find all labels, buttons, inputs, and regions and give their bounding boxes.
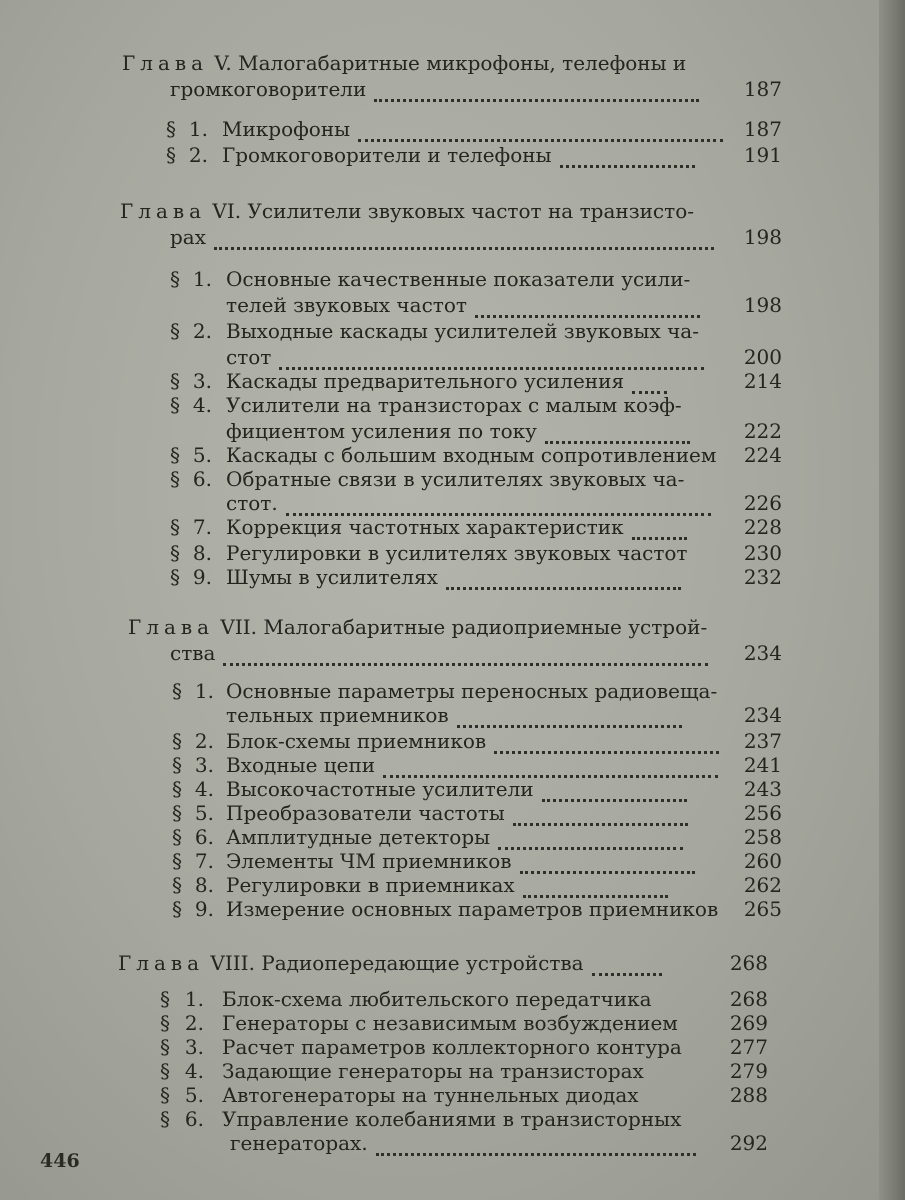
section-page: 198 <box>743 293 782 317</box>
section-page: 269 <box>729 1011 768 1035</box>
section-number: 5. <box>194 801 214 825</box>
section-title-cont: стот <box>226 345 272 369</box>
section-number: 8. <box>194 873 214 897</box>
chapter-title-line2: рах <box>170 225 207 249</box>
section-title-cont: стот. <box>226 491 278 515</box>
section-page: 226 <box>743 491 782 515</box>
section-title: Расчет параметров коллекторного контура <box>222 1035 682 1059</box>
section-page: 237 <box>743 729 782 753</box>
section-number: 1. <box>194 679 214 703</box>
chapter-title-line2: ства <box>170 641 216 665</box>
section-number: 6. <box>194 825 214 849</box>
chapter-title: VIII. Радиопередающие устройства <box>210 951 584 975</box>
section-title: Преобразователи частоты <box>226 801 505 825</box>
leader-dots <box>214 227 714 250</box>
chapter-title-cont <box>170 76 705 102</box>
section-page: 256 <box>743 801 782 825</box>
section-number: 6. <box>192 467 212 491</box>
section-number: 2. <box>194 729 214 753</box>
leader-dots <box>223 643 708 666</box>
section-page: 292 <box>729 1131 768 1155</box>
section-number: 6. <box>184 1107 204 1131</box>
section-title: Усилители на транзисторах с малым коэф- <box>226 393 682 417</box>
section-page: 232 <box>743 565 782 589</box>
section-number: 1. <box>184 987 204 1011</box>
section-number: 2. <box>192 319 212 343</box>
chapter-heading <box>122 50 686 76</box>
section-title: Блок-схема любительского передатчика <box>222 987 652 1011</box>
section-number: 3. <box>184 1035 204 1059</box>
table-of-contents: Глава V. Малогабаритные микрофоны, телефоны и громкоговорители 187 § 1. Микрофоны 187 § 2. Громкоговорители и телефоны 191 Глава VI. Усилители звуковых частот на транзисто- рах 198 § 1. Основные качественные показатели усили- телей звуковых частот 198 § 2. Выходные каскады усилителей звуковых ча- стот 200 § 3. Каскады предварительного усиления 214 § 4. Усилители на транзисторах с малым коэф- фициентом усиления по току 222 § 5. Каскады с большим входным сопротивлением 224 § 6. Обратные связи в усилителях звуковых ча- стот. 226 § 7. Коррекция частотных характеристик 228 § 8. Регулировки в усилителях звуковых частот 230 § 9. Шумы в усилителях 232 Глава VII. Малогабаритные радиоприемные устрой- ства 234 § 1. Основные параметры переносных радиовеща- тельных приемников 234 § 2. Блок-схемы приемников 237 § 3. Входные цепи 241 § 4. Высокочастотные усилители 243 § 5. Преобразователи частоты 256 § 6. Амплитудные детекторы 258 § 7. Элементы ЧМ приемников 260 § 8. Регулировки в приемниках 262 § 9. Измерение основных параметров приемников 265 Глава VIII. Радиопередающие устройства 268 § 1. Блок-схема любительского передатчика 268 § 2. Генераторы с независимым возбуждением 269 § 3. Расчет параметров коллекторного контура 277 § 4. Задающие генераторы на транзисторах 279 § 5. Автогенераторы на туннельных диодах 288 § 6. Управление колебаниями в транзисторных генераторах. 292 446 <box>40 51 782 1172</box>
section-title: Регулировки в приемниках <box>226 873 515 897</box>
section-title: Задающие генераторы на транзисторах <box>222 1059 644 1083</box>
section-title: Основные качественные показатели усили- <box>226 267 691 291</box>
chapter-heading <box>128 614 707 640</box>
section-number: 4. <box>194 777 214 801</box>
chapter-title-cont <box>170 224 720 250</box>
section-title: Основные параметры переносных радиовеща- <box>226 679 718 703</box>
section-number: 1. <box>192 267 212 291</box>
section-title-cont: телей звуковых частот <box>226 293 467 317</box>
section-title: Регулировки в усилителях звуковых частот <box>226 541 688 565</box>
section-title: Блок-схемы приемников <box>226 729 487 753</box>
section-title: Коррекция частотных характеристик <box>226 515 624 539</box>
section-number: 5. <box>184 1083 204 1107</box>
section-title: Выходные каскады усилителей звуковых ча- <box>226 319 699 343</box>
chapter-title: V. Малогабаритные микрофоны, телефоны и <box>214 51 687 75</box>
section-page: 222 <box>743 419 782 443</box>
section-page: 277 <box>729 1035 768 1059</box>
chapter-heading <box>118 950 668 976</box>
section-title: Каскады предварительного усиления <box>226 369 625 393</box>
chapter-title: VI. Усилители звуковых частот на транзисто- <box>212 199 694 223</box>
section-title: Микрофоны <box>222 117 351 141</box>
section-page: 214 <box>743 369 782 393</box>
section-number: 9. <box>194 897 214 921</box>
chapter-page: 268 <box>729 951 768 975</box>
section-title: Каскады с большим входным сопротивлением <box>226 443 717 467</box>
section-number: 8. <box>192 541 212 565</box>
section-title: Высокочастотные усилители <box>226 777 534 801</box>
chapter-title-cont <box>170 640 714 666</box>
chapter-page: 187 <box>743 77 782 101</box>
section-number: 5. <box>192 443 212 467</box>
section-number: 9. <box>192 565 212 589</box>
chapter-label: Глава <box>118 951 205 975</box>
section-page: 241 <box>743 753 782 777</box>
section-title: Элементы ЧМ приемников <box>226 849 512 873</box>
section-number: 4. <box>184 1059 204 1083</box>
section-title: Управление колебаниями в транзисторных <box>222 1107 682 1131</box>
section-page: 230 <box>743 541 782 565</box>
leader-dots <box>592 953 662 976</box>
chapter-label: Глава <box>120 199 207 223</box>
section-title-cont: генераторах. <box>230 1131 368 1155</box>
section-page: 258 <box>743 825 782 849</box>
section-number: 1. <box>188 117 208 141</box>
chapter-title-line2: громкоговорители <box>170 77 367 101</box>
section-number: 3. <box>194 753 214 777</box>
section-page: 262 <box>743 873 782 897</box>
section-title: Шумы в усилителях <box>226 565 438 589</box>
section-page: 200 <box>743 345 782 369</box>
section-page: 228 <box>743 515 782 539</box>
section-page: 268 <box>729 987 768 1011</box>
chapter-label: Глава <box>122 51 209 75</box>
chapter-heading <box>120 198 694 224</box>
section-page: 265 <box>743 897 782 921</box>
section-page: 191 <box>743 143 782 167</box>
section-title-cont: фициентом усиления по току <box>226 419 537 443</box>
section-number: 7. <box>192 515 212 539</box>
section-title: Громкоговорители и телефоны <box>222 143 552 167</box>
section-page: 288 <box>729 1083 768 1107</box>
section-title-cont: тельных приемников <box>226 703 449 727</box>
chapter-page: 234 <box>743 641 782 665</box>
section-title: Амплитудные детекторы <box>226 825 491 849</box>
section-title: Измерение основных параметров приемников <box>226 897 719 921</box>
leader-dots <box>374 79 699 102</box>
section-number: 3. <box>192 369 212 393</box>
section-number: 2. <box>188 143 208 167</box>
chapter-label: Глава <box>128 615 215 639</box>
section-number: 4. <box>192 393 212 417</box>
section-page: 279 <box>729 1059 768 1083</box>
section-title: Генераторы с независимым возбуждением <box>222 1011 678 1035</box>
section-title: Автогенераторы на туннельных диодах <box>222 1083 639 1107</box>
section-title: Входные цепи <box>226 753 376 777</box>
section-page: 234 <box>743 703 782 727</box>
section-page: 243 <box>743 777 782 801</box>
chapter-title: VII. Малогабаритные радиоприемные устрой- <box>220 615 708 639</box>
section-page: 187 <box>743 117 782 141</box>
section-number: 7. <box>194 849 214 873</box>
section-page: 224 <box>743 443 782 467</box>
section-page: 260 <box>743 849 782 873</box>
chapter-page: 198 <box>743 225 782 249</box>
section-title: Обратные связи в усилителях звуковых ча- <box>226 467 685 491</box>
section-number: 2. <box>184 1011 204 1035</box>
page-number: 446 <box>40 1150 80 1172</box>
